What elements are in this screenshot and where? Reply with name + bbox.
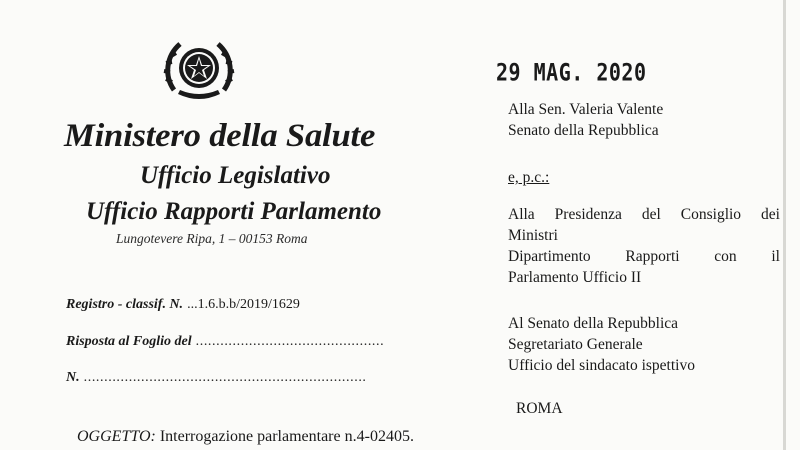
recipient-line: Dipartimento Rapporti con il bbox=[508, 248, 780, 265]
date-stamp: 29 MAG. 2020 bbox=[496, 58, 647, 87]
number-value: ..................................................................... bbox=[83, 370, 367, 385]
subject-line bbox=[77, 428, 414, 446]
subject-label: OGGETTO: bbox=[77, 428, 156, 445]
reply-row bbox=[66, 334, 384, 350]
registry-label: Registro - classif. N. bbox=[66, 297, 184, 312]
recipient-line: Segretariato Generale bbox=[508, 336, 643, 353]
registry-row bbox=[66, 297, 300, 313]
reply-label: Risposta al Foglio del bbox=[66, 334, 192, 349]
number-label: N. bbox=[66, 370, 80, 385]
senato-recipient bbox=[508, 313, 695, 376]
subject-text: Interrogazione parlamentare n.4-02405. bbox=[159, 428, 414, 445]
registry-value: ...1.6.b.b/2019/1629 bbox=[187, 297, 300, 312]
italian-republic-emblem-icon bbox=[162, 32, 236, 104]
city: ROMA bbox=[516, 400, 563, 417]
office-legislativo: Ufficio Legislativo bbox=[140, 162, 331, 189]
scan-edge bbox=[783, 0, 786, 450]
recipient-line: Parlamento Ufficio II bbox=[508, 269, 642, 286]
recipient-line: Senato della Repubblica bbox=[508, 122, 659, 139]
reply-value: .............................................. bbox=[195, 334, 385, 349]
recipient-line: Ufficio del sindacato ispettivo bbox=[508, 357, 695, 374]
epc-label: e, p.c.: bbox=[508, 169, 550, 186]
recipient-line: Alla Sen. Valeria Valente bbox=[508, 101, 664, 118]
recipient-line: Alla Presidenza del Consiglio dei bbox=[508, 206, 780, 223]
recipient-line: Al Senato della Repubblica bbox=[508, 315, 679, 332]
presidenza-recipient bbox=[508, 204, 780, 288]
ministry-address: Lungotevere Ripa, 1 – 00153 Roma bbox=[116, 231, 308, 246]
office-rapporti-parlamento: Ufficio Rapporti Parlamento bbox=[86, 198, 382, 225]
number-row bbox=[66, 370, 367, 386]
primary-recipient bbox=[508, 99, 663, 141]
ministry-name: Ministero della Salute bbox=[64, 118, 376, 154]
recipient-line: Ministri bbox=[508, 227, 558, 244]
